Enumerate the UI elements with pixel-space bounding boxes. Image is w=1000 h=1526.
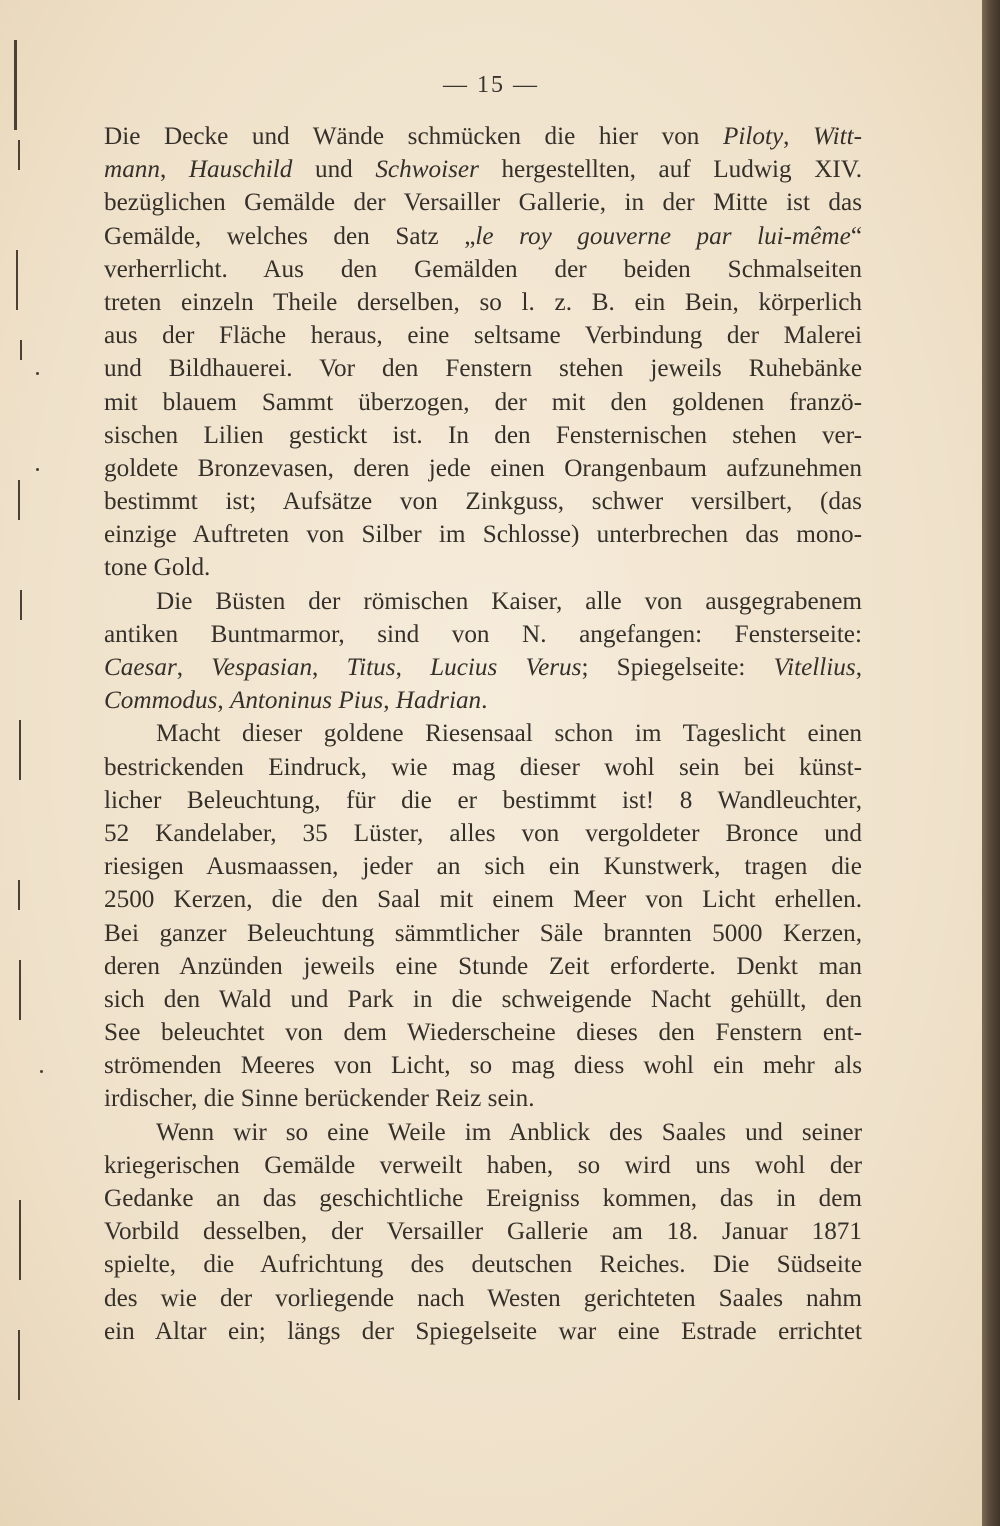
text-line xyxy=(104,684,862,717)
text-line xyxy=(104,1149,862,1182)
text-line xyxy=(104,220,862,253)
text-run: treten einzeln Theile derselben, so l. z. B. ein Bein, körperlich xyxy=(104,288,862,316)
text-run: 2500 Kerzen, die den Saal mit einem Meer von Licht erhellen. xyxy=(104,886,862,914)
text-run: Gedanke an das geschichtliche Ereigniss kommen, das in dem xyxy=(104,1185,862,1212)
text-run: bestimmt ist; Aufsätze von Zinkguss, schwer versilbert, (das xyxy=(104,488,862,516)
text-run: Vorbild desselben, der Versailler Gallerie am 18. Januar 1871 xyxy=(104,1218,862,1246)
text-run: deren Anzünden jeweils eine Stunde Zeit erforderte. Denkt man xyxy=(104,952,862,980)
text-line xyxy=(104,1282,862,1315)
text-run: tone Gold. xyxy=(104,554,211,582)
italic-text: Vitellius xyxy=(773,654,856,681)
italic-text: Piloty xyxy=(722,123,784,150)
text-line xyxy=(104,850,862,883)
text-run: , xyxy=(312,654,347,681)
text-line xyxy=(104,551,862,584)
text-run: , xyxy=(159,156,189,184)
text-line xyxy=(104,1016,862,1049)
text-line xyxy=(104,950,862,983)
text-run: bestrickenden Eindruck, wie mag dieser wohl sein bei künst- xyxy=(104,753,862,781)
italic-text: Titus xyxy=(346,654,396,681)
text-run: strömenden Meeres von Licht, so mag diess wohl ein mehr als xyxy=(104,1052,862,1080)
text-run: goldete Bronzevasen, deren jede einen Orangenbaum aufzunehmen xyxy=(104,454,862,482)
text-run: und xyxy=(292,156,376,184)
text-run: antiken Buntmarmor, sind von N. angefangen: Fensterseite: xyxy=(104,620,862,648)
text-line xyxy=(104,153,862,186)
text-line xyxy=(104,1182,862,1215)
text-run: mit blauem Sammt überzogen, der mit den goldenen franzö- xyxy=(104,388,862,416)
text-run: “ xyxy=(850,222,862,250)
text-line xyxy=(104,651,862,684)
text-run: des wie der vorliegende nach Westen gerichteten Saales nahm xyxy=(104,1284,862,1312)
italic-text: Lucius Verus xyxy=(430,654,582,681)
text-line xyxy=(104,452,862,485)
text-run: Bei ganzer Beleuchtung sämmtlicher Säle brannten 5000 Kerzen, xyxy=(104,919,862,947)
text-line xyxy=(104,518,862,551)
text-run: sischen Lilien gestickt ist. In den Fensternischen stehen ver- xyxy=(104,421,862,449)
text-run: sich den Wald und Park in die schweigende Nacht gehüllt, den xyxy=(104,985,862,1013)
text-line xyxy=(104,1049,862,1082)
text-run: , xyxy=(217,687,230,715)
text-line xyxy=(104,983,862,1016)
text-line xyxy=(104,585,862,618)
text-run: , xyxy=(783,123,814,150)
italic-text: Witt- xyxy=(813,123,862,150)
italic-text: le roy gouverne par lui-même xyxy=(475,222,851,250)
page-edge-shadow xyxy=(982,0,1000,1526)
text-line xyxy=(104,784,862,817)
text-line xyxy=(104,618,862,651)
text-line xyxy=(104,917,862,950)
text-line xyxy=(104,717,862,750)
text-run: aus der Fläche heraus, eine seltsame Verbindung der Malerei xyxy=(104,322,862,350)
text-line xyxy=(104,186,862,219)
text-line xyxy=(104,817,862,850)
body-text xyxy=(104,120,862,1348)
text-run: verherrlicht. Aus den Gemälden der beiden Schmalseiten xyxy=(104,255,862,283)
text-line xyxy=(104,751,862,784)
text-line xyxy=(104,319,862,352)
text-run: ; Spiegelseite: xyxy=(581,654,774,681)
italic-text: mann xyxy=(104,156,160,184)
text-line xyxy=(104,1082,862,1115)
text-line xyxy=(104,1116,862,1149)
text-run: Die Büsten der römischen Kaiser, alle von ausgegrabenem xyxy=(156,587,862,615)
italic-text: Commodus xyxy=(104,687,218,715)
text-line xyxy=(104,485,862,518)
text-run: licher Beleuchtung, für die er bestimmt ist! 8 Wandleuchter, xyxy=(104,786,862,814)
text-line xyxy=(104,286,862,319)
text-run: spielte, die Aufrichtung des deutschen Reiches. Die Südseite xyxy=(104,1251,862,1279)
italic-text: Hauschild xyxy=(188,156,293,184)
text-run: , xyxy=(855,654,862,681)
text-run: und Bildhauerei. Vor den Fenstern stehen jeweils Ruhebänke xyxy=(104,355,862,383)
text-run: Gemälde, welches den Satz „ xyxy=(104,222,476,250)
text-run: ein Altar ein; längs der Spiegelseite war eine Estrade errichtet xyxy=(104,1317,862,1345)
italic-text: Schwoiser xyxy=(375,156,479,184)
text-line xyxy=(104,1315,862,1348)
text-run: riesigen Ausmaassen, jeder an sich ein Kunstwerk, tragen die xyxy=(104,853,862,881)
text-run: , xyxy=(395,654,431,681)
text-line xyxy=(104,253,862,286)
text-line xyxy=(104,352,862,385)
text-run: , xyxy=(383,687,396,715)
text-run: Die Decke und Wände schmücken die hier von xyxy=(104,123,723,150)
text-line xyxy=(104,883,862,916)
text-run: bezüglichen Gemälde der Versailler Gallerie, in der Mitte ist das xyxy=(104,189,862,217)
text-line xyxy=(104,1215,862,1248)
text-run: See beleuchtet von dem Wiederscheine dieses den Fenstern ent- xyxy=(104,1019,862,1047)
text-run: irdischer, die Sinne berückender Reiz sein. xyxy=(104,1085,535,1113)
text-run: hergestellten, auf Ludwig XIV. xyxy=(478,156,863,184)
binding-shadow xyxy=(0,0,40,1526)
page-number: — 15 — xyxy=(443,72,539,98)
italic-text: Vespasian xyxy=(211,654,313,681)
text-run: Wenn wir so eine Weile im Anblick des Saales und seiner xyxy=(156,1118,862,1146)
text-run: kriegerischen Gemälde verweilt haben, so wird uns wohl der xyxy=(104,1151,862,1179)
text-run: . xyxy=(481,687,488,715)
text-run: , xyxy=(176,654,212,681)
text-line xyxy=(104,1248,862,1281)
text-run: Macht dieser goldene Riesensaal schon im Tageslicht einen xyxy=(156,720,862,748)
italic-text: Antoninus Pius xyxy=(229,687,384,715)
text-line xyxy=(104,386,862,419)
text-line xyxy=(104,120,862,153)
text-run: 52 Kandelaber, 35 Lüster, alles von vergoldeter Bronce und xyxy=(104,819,862,847)
text-line xyxy=(104,419,862,452)
text-run: einzige Auftreten von Silber im Schlosse) unterbrechen das mono- xyxy=(104,521,862,549)
italic-text: Hadrian xyxy=(395,687,482,715)
italic-text: Caesar xyxy=(104,654,177,681)
